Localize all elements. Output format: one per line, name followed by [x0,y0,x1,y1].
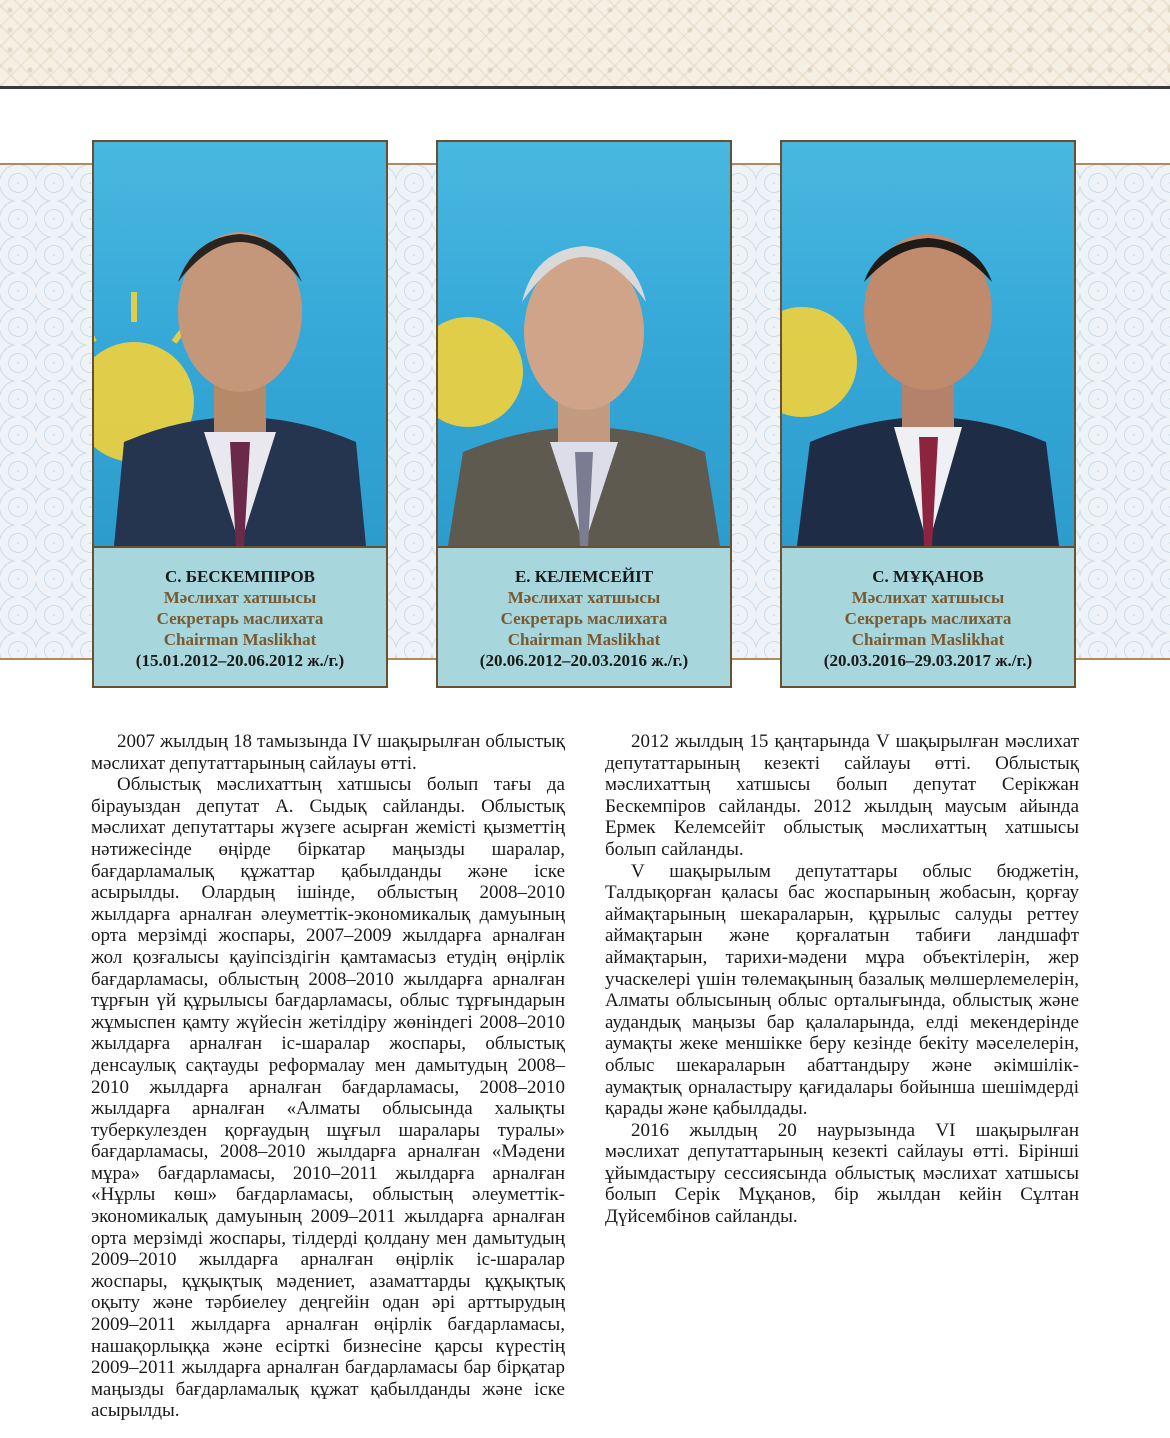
role-ru: Секретарь маслихата [500,609,668,628]
article-paragraph: V шақырылым депутаттары облыс бюджетін, Талдықорған қаласы бас жоспарының жобасын, қорғау аймақтарының шекараларын, құрылыс салуды реттеу аймақтарын және қорғалатын табиғи ландшафт аймақтарын, тарихи-мәдени мұра объектілерін, жер учаскелері үшін төлемақының базалық мөлшерлемелерін, Алматы облысының облыс орталығында, облыстық және аудандық маңызы бар қалаларында, елді мекендерінде аумақты жеке меншікке беру кезінде бекіту мәселелерін, облыс шекараларын абаттандыру және әкімшілік-аумақтық орналастыру қағидалары бойынша шешімдерді қарады және қабылдады. [605,860,1079,1120]
person-name: С. БЕСКЕМПІРОВ [164,567,316,586]
role-ru: Секретарь маслихата [844,609,1012,628]
portrait-photo [94,142,386,548]
term-dates: (15.01.2012–20.06.2012 ж./г.) [135,651,345,670]
portrait-card [436,140,732,688]
portrait-caption [782,548,1074,671]
person-portrait-icon [94,142,386,546]
portrait-card [92,140,388,688]
role-en: Chairman Maslikhat [851,630,1005,649]
role-kz: Мәслихат хатшысы [163,588,317,607]
article-column-left [91,731,565,1422]
role-en: Chairman Maslikhat [163,630,317,649]
term-dates: (20.06.2012–20.03.2016 ж./г.) [479,651,689,670]
article-paragraph: Облыстық мәслихаттың хатшысы болып тағы да бірауыздан депутат А. Сыдық сайланды. Облыстық мәслихат депутаттары жүзеге асырған жемісті қызметтің нәтижесінде өңірде біркатар маңызды шаралар, бағдарламалық құжаттар қабылданды және іске асырылды. Олардың ішінде, облыстың 2008–2010 жылдарға арналған әлеуметтік-экономикалық дамуының орта мерзімді жоспары, 2007–2009 жылдарға арналған жол қозғалысы қауіпсіздігін қамтамасыз етудің өңірлік бағдарламасы, облыстың 2008–2010 жылдарға арналған тұрғын үй құрылысы бағдарламасы, облыс тұрғындарын жұмыспен қамту жүйесін жетілдіру жөніндегі 2008–2010 жылдарға арналған іс-шаралар жоспары, облыстық денсаулық сақтауды реформалау мен дамытудың 2008–2010 жылдарға арналған бағдарламасы, 2008–2010 жылдарға арналған «Алматы облысында халықты туберкулезден қорғаудың шұғыл шаралары туралы» бағдарламасы, 2008–2010 жылдарға арналған «Мәдени мұра» бағдарламасы, 2010–2011 жылдарға арналған «Нұрлы көш» бағдарламасы, облыстың әлеуметтік-экономикалық дамуының 2009–2011 жылдарға арналған орта мерзімді жоспары, тілдерді қолдану мен дамытудың 2009–2010 жылдарға арналған өңірлік іс-шаралар жоспары, құқықтық мәдениет, азаматтарды құқықтық оқыту және тәрбиелеу деңгейін одан әрі арттырудың 2009–2011 жылдарға арналған өңірлік бағдарламасы, нашақорлыққа және есірткі бизнесіне қарсы күрестің 2009–2011 жылдарға арналған бағдарламасы бар бірқатар маңызды бағдарламалық құжат қабылданды және іске асырылды. [91,774,565,1422]
portrait-caption [94,548,386,671]
article-paragraph: 2007 жылдың 18 тамызында IV шақырылған облыстық мәслихат депутаттарының сайлауы өтті. [91,731,565,774]
person-name: С. МҰҚАНОВ [872,567,984,586]
person-portrait-icon [438,142,730,546]
portrait-card [780,140,1076,688]
role-kz: Мәслихат хатшысы [851,588,1005,607]
person-portrait-icon [782,142,1074,546]
portrait-photo [438,142,730,548]
role-ru: Секретарь маслихата [156,609,324,628]
portrait-photo [782,142,1074,548]
decorative-header-band [0,0,1170,86]
role-kz: Мәслихат хатшысы [507,588,661,607]
portrait-caption [438,548,730,671]
header-divider [0,86,1170,89]
article-column-right [605,731,1079,1228]
person-name: Е. КЕЛЕМСЕЙІТ [514,567,654,586]
role-en: Chairman Maslikhat [507,630,661,649]
article-paragraph: 2012 жылдың 15 қаңтарында V шақырылған мәслихат депутаттарының кезекті сайлауы өтті. Облыстық мәслихаттың хатшысы болып депутат Серікжан Бескемпіров сайланды. 2012 жылдың маусым айында Ермек Келемсейіт облыстық мәслихаттың хатшысы болып сайланды. [605,731,1079,860]
term-dates: (20.03.2016–29.03.2017 ж./г.) [823,651,1033,670]
article-paragraph: 2016 жылдың 20 наурызында VI шақырылған мәслихат депутаттарының кезекті сайлауы өтті. Бірінші ұйымдастыру сессиясында облыстық мәслихат хатшысы болып Серік Мұқанов, бір жылдан кейін Сұлтан Дүйсембінов сайланды. [605,1119,1079,1228]
